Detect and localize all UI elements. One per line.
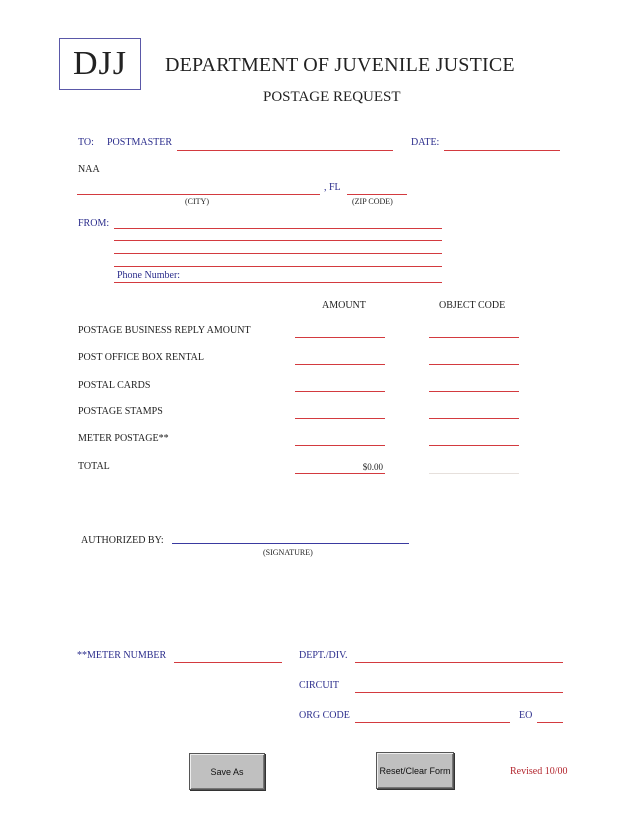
revision-text: Revised 10/00 — [510, 766, 568, 777]
meter-number-label: **METER NUMBER — [77, 650, 167, 661]
amount-field-business-reply[interactable] — [295, 337, 385, 338]
to-label: TO: — [78, 137, 94, 148]
row-label-po-box-rental: POST OFFICE BOX RENTAL — [78, 352, 204, 363]
form-subtitle: POSTAGE REQUEST — [263, 89, 401, 105]
total-object-code-field — [429, 473, 519, 474]
reset-clear-form-button[interactable]: Reset/Clear Form — [376, 752, 454, 789]
dept-div-label: DEPT./DIV. — [299, 650, 348, 661]
city-caption: (CITY) — [185, 197, 209, 206]
total-amount-value: $0.00 — [362, 462, 383, 472]
authorized-by-label: AUTHORIZED BY: — [81, 535, 164, 546]
amount-field-postage-stamps[interactable] — [295, 418, 385, 419]
from-address-line-3[interactable] — [114, 253, 442, 254]
naa-label: NAA — [78, 164, 100, 175]
meter-number-field[interactable] — [174, 662, 282, 663]
zip-caption: (ZIP CODE) — [352, 197, 393, 206]
object-code-field-meter-postage[interactable] — [429, 445, 519, 446]
org-code-field[interactable] — [355, 722, 510, 723]
signature-caption: (SIGNATURE) — [263, 548, 313, 557]
org-code-label: ORG CODE — [299, 710, 350, 721]
amount-column-header: AMOUNT — [322, 300, 366, 311]
object-code-field-postal-cards[interactable] — [429, 391, 519, 392]
from-address-line-2[interactable] — [114, 240, 442, 241]
phone-field[interactable] — [114, 282, 442, 283]
from-address-line-4[interactable] — [114, 266, 442, 267]
row-label-postage-stamps: POSTAGE STAMPS — [78, 406, 163, 417]
djj-logo: DJJ — [59, 38, 141, 90]
object-code-field-postage-stamps[interactable] — [429, 418, 519, 419]
object-code-field-po-box-rental[interactable] — [429, 364, 519, 365]
row-label-meter-postage: METER POSTAGE** — [78, 433, 169, 444]
zip-field[interactable] — [347, 194, 407, 195]
state-text: , FL — [324, 182, 341, 193]
date-label: DATE: — [411, 137, 440, 148]
circuit-label: CIRCUIT — [299, 680, 339, 691]
phone-label: Phone Number: — [117, 270, 181, 281]
circuit-field[interactable] — [355, 692, 563, 693]
eo-field[interactable] — [537, 722, 563, 723]
page-title: DEPARTMENT OF JUVENILE JUSTICE — [165, 54, 515, 76]
save-as-button[interactable]: Save As — [189, 753, 265, 790]
amount-field-meter-postage[interactable] — [295, 445, 385, 446]
from-label: FROM: — [78, 218, 110, 229]
eo-label: EO — [519, 710, 533, 721]
row-label-business-reply: POSTAGE BUSINESS REPLY AMOUNT — [78, 325, 251, 336]
amount-field-po-box-rental[interactable] — [295, 364, 385, 365]
from-address-line-1[interactable] — [114, 228, 442, 229]
dept-div-field[interactable] — [355, 662, 563, 663]
object-code-column-header: OBJECT CODE — [439, 300, 506, 311]
signature-field[interactable] — [172, 543, 409, 544]
object-code-field-business-reply[interactable] — [429, 337, 519, 338]
recipient-field[interactable] — [177, 150, 393, 151]
row-label-postal-cards: POSTAL CARDS — [78, 380, 151, 391]
total-label: TOTAL — [78, 461, 110, 472]
date-field[interactable] — [444, 150, 560, 151]
amount-field-postal-cards[interactable] — [295, 391, 385, 392]
total-amount-field — [295, 473, 385, 474]
recipient-label: POSTMASTER — [107, 137, 173, 148]
city-field[interactable] — [77, 194, 320, 195]
